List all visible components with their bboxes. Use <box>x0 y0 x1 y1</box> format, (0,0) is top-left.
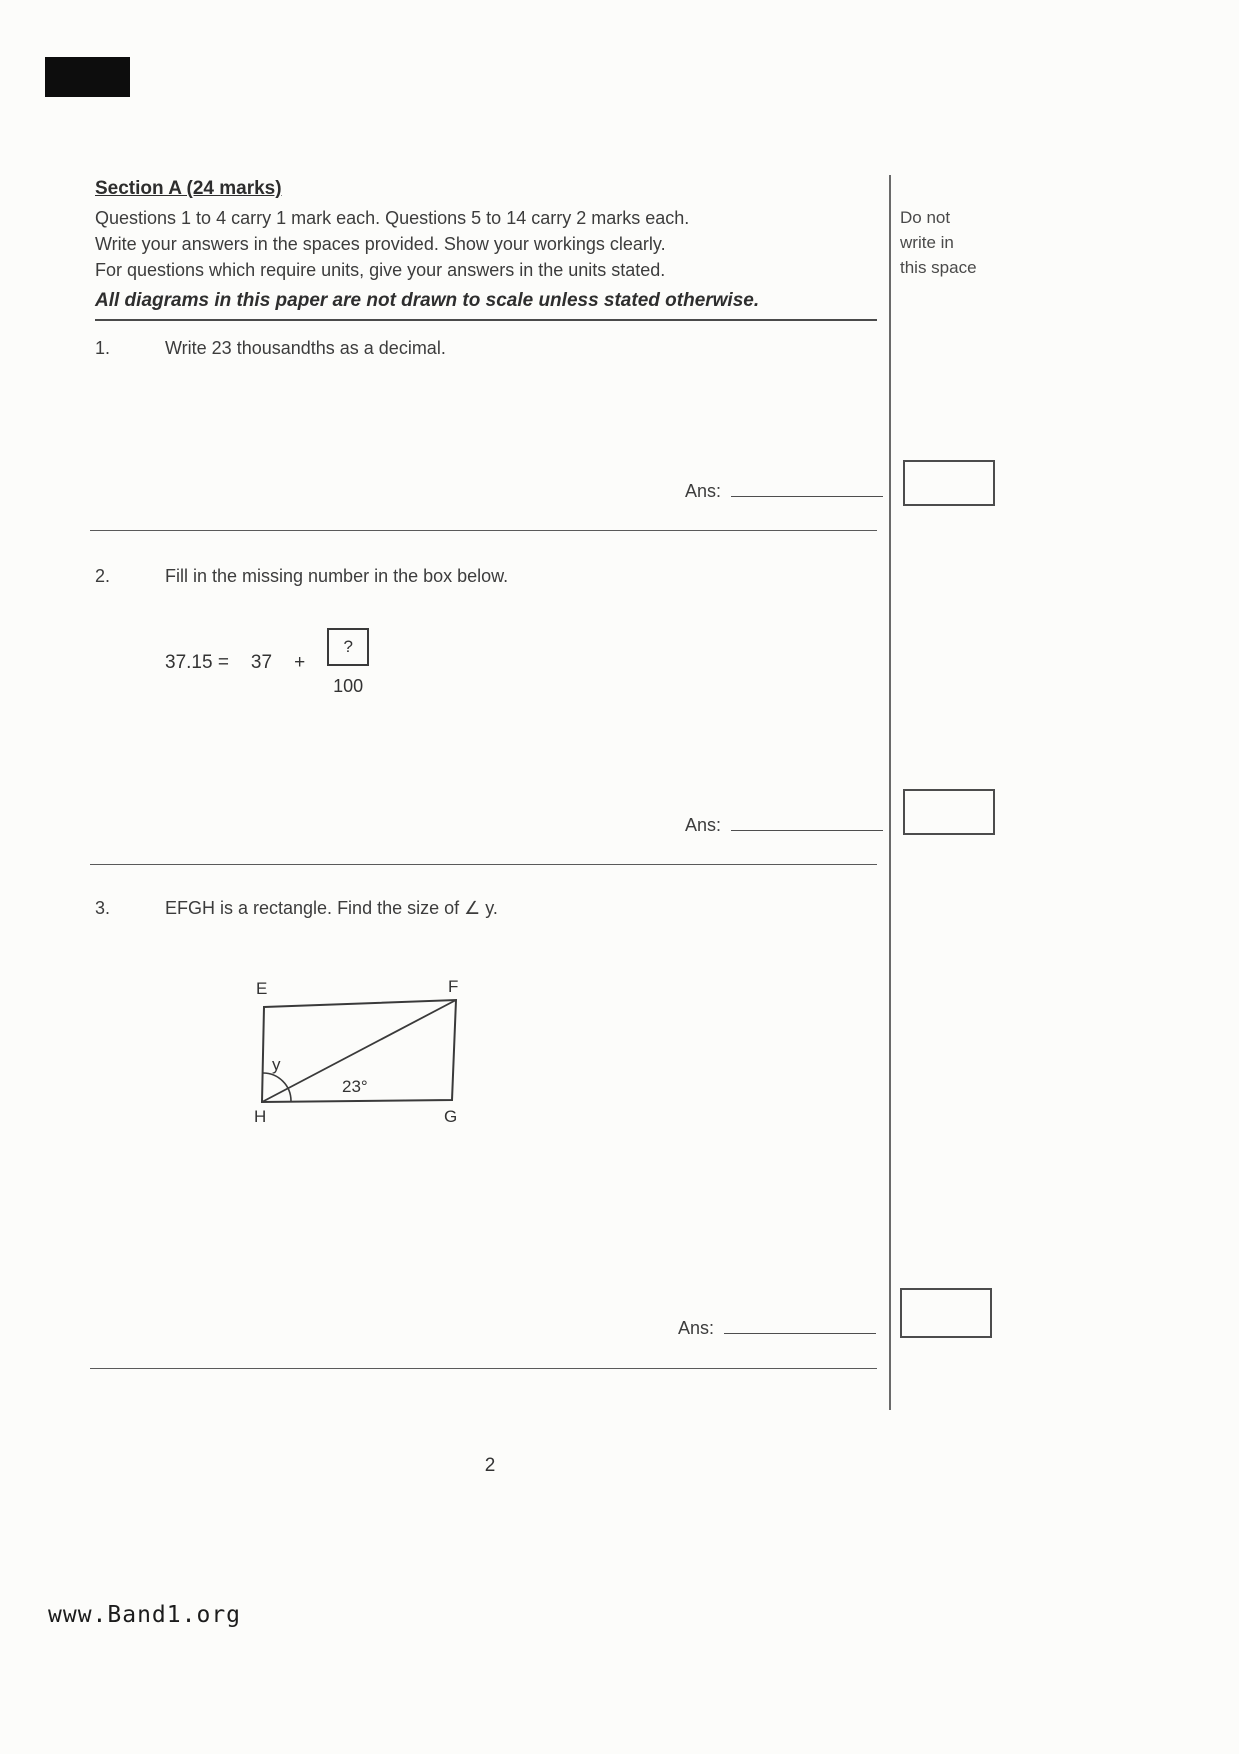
answer-blank-line <box>731 812 883 831</box>
question-3-number: 3. <box>95 898 111 918</box>
equation-whole-number: 37 <box>250 651 273 673</box>
fraction <box>327 628 369 697</box>
margin-note <box>900 205 977 280</box>
vertex-label-g: G <box>444 1107 458 1126</box>
marks-box <box>900 1288 992 1338</box>
angle-23-label: 23° <box>342 1077 368 1096</box>
vertex-label-e: E <box>256 980 268 998</box>
question-2-number: 2. <box>95 566 111 586</box>
answer-blank-line <box>731 478 883 497</box>
answer-label: Ans: <box>685 815 722 835</box>
missing-number-box: ? <box>327 628 369 666</box>
vertex-label-h: H <box>254 1107 267 1126</box>
answer-blank-line <box>724 1315 876 1334</box>
equation-lhs: 37.15 = <box>165 651 229 673</box>
watermark: www.Band1.org <box>48 1602 242 1628</box>
margin-note-line: Do not <box>900 208 951 227</box>
answer-label: Ans: <box>685 481 722 501</box>
question-divider <box>90 1368 877 1369</box>
section-instructions <box>95 205 689 283</box>
question-2-equation <box>165 628 369 697</box>
rectangle-efgh-diagram <box>250 980 485 1135</box>
vertex-label-f: F <box>448 980 459 996</box>
scan-black-mark <box>45 57 130 97</box>
question-1-text: Write 23 thousandths as a decimal. <box>165 338 446 358</box>
question-divider <box>90 530 877 531</box>
section-title: Section A (24 marks) <box>95 178 282 199</box>
instruction-line: Questions 1 to 4 carry 1 mark each. Questions 5 to 14 carry 2 marks each. <box>95 208 690 228</box>
marks-box <box>903 460 995 506</box>
margin-note-line: write in <box>900 233 954 252</box>
answer-label: Ans: <box>678 1318 715 1338</box>
instruction-line: For questions which require units, give your answers in the units stated. <box>95 260 666 280</box>
margin-divider-vertical <box>889 175 891 1410</box>
question-2-answer-row <box>685 812 883 836</box>
fraction-denominator: 100 <box>333 676 364 696</box>
margin-note-line: this space <box>900 258 977 277</box>
question-3-answer-row <box>678 1315 876 1339</box>
scale-notice: All diagrams in this paper are not drawn to scale unless stated otherwise. <box>95 290 877 321</box>
instruction-line: Write your answers in the spaces provided. Show your workings clearly. <box>95 234 666 254</box>
angle-arc-at-h <box>263 1073 291 1101</box>
angle-y-label: y <box>272 1055 281 1074</box>
page-number: 2 <box>484 1455 496 1476</box>
question-1-answer-row <box>685 478 883 502</box>
marks-box <box>903 789 995 835</box>
equation-operator: + <box>294 651 306 673</box>
question-2-text: Fill in the missing number in the box below. <box>165 566 509 586</box>
question-divider <box>90 864 877 865</box>
question-1-number: 1. <box>95 338 111 358</box>
question-3-text: EFGH is a rectangle. Find the size of ∠ y. <box>165 898 498 918</box>
